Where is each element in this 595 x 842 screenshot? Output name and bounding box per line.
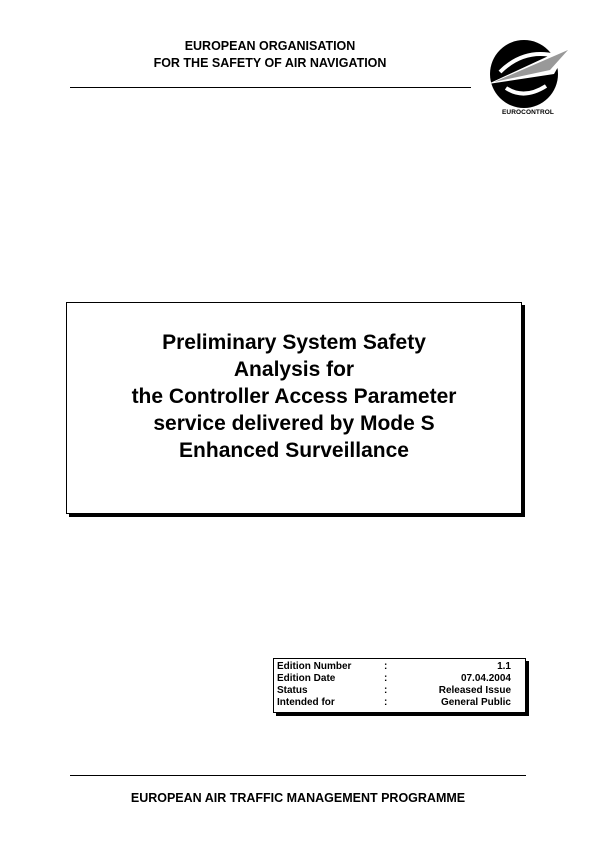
org-header-line-2: FOR THE SAFETY OF AIR NAVIGATION bbox=[153, 56, 387, 70]
intended-for-value: General Public bbox=[440, 697, 511, 708]
title-box bbox=[66, 302, 522, 514]
programme-footer: EUROPEAN AIR TRAFFIC MANAGEMENT PROGRAMME bbox=[130, 791, 466, 805]
org-header-line-1: EUROPEAN ORGANISATION bbox=[184, 39, 356, 53]
title-line-2: Analysis for bbox=[233, 358, 355, 381]
title-line-5: Enhanced Surveillance bbox=[179, 439, 409, 462]
logo-caption: EUROCONTROL bbox=[501, 109, 554, 116]
title-line-3: the Controller Access Parameter bbox=[131, 385, 457, 408]
edition-date-sep: : bbox=[384, 673, 388, 684]
status-value: Released Issue bbox=[438, 685, 511, 696]
edition-date-value: 07.04.2004 bbox=[460, 673, 511, 684]
header-divider bbox=[70, 87, 471, 88]
document-title bbox=[67, 329, 521, 464]
edition-number-sep: : bbox=[384, 661, 388, 672]
status-label: Status bbox=[277, 685, 308, 696]
intended-for-label: Intended for bbox=[277, 697, 335, 708]
edition-row-intended bbox=[274, 697, 525, 709]
edition-number-value: 1.1 bbox=[497, 661, 511, 672]
status-sep: : bbox=[384, 685, 388, 696]
footer-divider bbox=[70, 775, 526, 776]
edition-table bbox=[273, 658, 526, 713]
edition-row-status bbox=[274, 685, 525, 697]
edition-row-date bbox=[274, 673, 525, 685]
org-header bbox=[70, 38, 470, 72]
edition-number-label: Edition Number bbox=[277, 661, 352, 672]
title-line-4: service delivered by Mode S bbox=[153, 412, 435, 435]
title-line-1: Preliminary System Safety bbox=[162, 331, 426, 354]
intended-for-sep: : bbox=[384, 697, 388, 708]
edition-row-number bbox=[274, 661, 525, 673]
edition-date-label: Edition Date bbox=[277, 673, 336, 684]
